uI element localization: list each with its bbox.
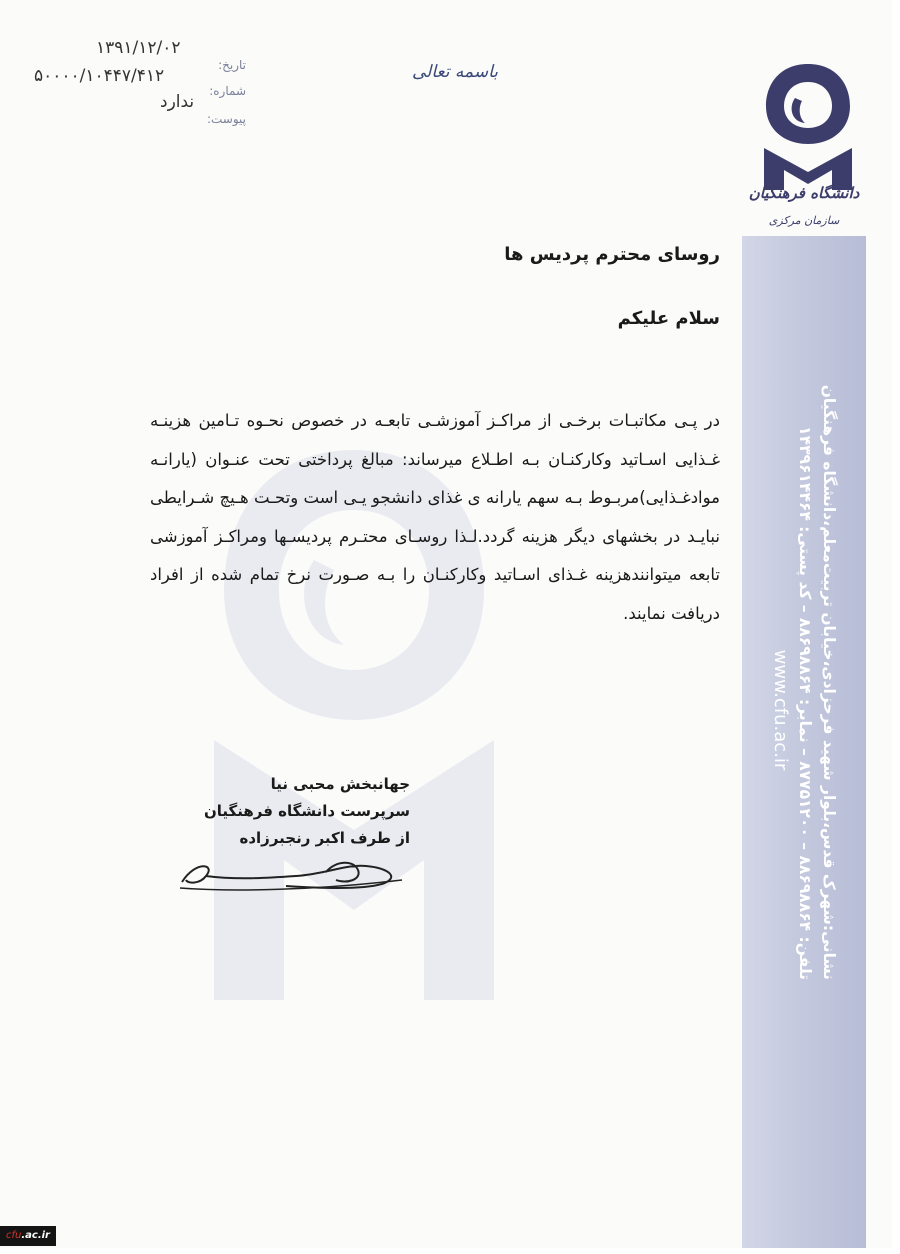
number-value: ۵۰۰۰۰/۱۰۴۴۷/۴۱۲ bbox=[34, 66, 165, 86]
site-logo-suffix: .ac.ir bbox=[21, 1230, 50, 1241]
attachment-label: پیوست: bbox=[206, 112, 246, 126]
website-link[interactable]: www.cfu.ac.ir bbox=[770, 649, 791, 771]
contact-info bbox=[767, 384, 841, 980]
recipient-line: روسای محترم پردیس ها bbox=[504, 244, 720, 265]
date-value: ۱۳۹۱/۱۲/۰۲ bbox=[96, 38, 181, 58]
greeting-line: سلام علیکم bbox=[617, 308, 720, 329]
site-logo-prefix: cfu bbox=[6, 1230, 22, 1241]
university-name: دانشگاه فرهنگیان bbox=[748, 184, 860, 202]
page-margin-bottom bbox=[0, 1248, 900, 1254]
page-margin-right bbox=[892, 0, 900, 1254]
university-subtitle: سازمان مرکزی bbox=[768, 214, 840, 227]
signer-name: جهانبخش محبی نیا bbox=[270, 775, 410, 793]
basmala-heading: باسمه تعالی bbox=[412, 62, 498, 82]
date-label: تاریخ: bbox=[218, 58, 246, 72]
address-text: نشانی:شهرک قدس،بلوار شهید فرحزادی،خیابان تربیت‌معلم،دانشگاه فرهنگیان bbox=[820, 384, 838, 980]
university-logo-icon bbox=[758, 60, 858, 200]
handwritten-signature-icon bbox=[176, 850, 406, 895]
signer-on-behalf: از طرف اکبر رنجبرزاده bbox=[239, 829, 410, 847]
site-logo bbox=[0, 1226, 56, 1246]
letter-body: در پـی مکاتبـات برخـی از مراکـز آموزشـی تابعـه در خصوص نحـوه تـامین هزینـه غـذایی اسـاتید وکارکنـان بـه اطـلاع میرساند: مبالغ پرداختی تحت عنـوان (یارانـه موادغـذایی)مربـوط بـه سهم یارانه ی غذای دانشجو یـی است وتحـت هـیچ شـرایطی نبایـد در بخشهای دیگر هزینه گردد.لـذا روسـای محتـرم پردیسـها ومراکـز آموزشی تابعه میتوانندهزینه غـذای اسـاتید وکارکنـان را بـه صـورت نرخ تمام شده از افراد دریافت نمایند. bbox=[150, 411, 720, 623]
number-label: شماره: bbox=[209, 84, 246, 98]
attachment-value: ندارد bbox=[160, 92, 195, 112]
signer-title: سرپرست دانشگاه فرهنگیان bbox=[203, 802, 410, 820]
phone-text: تلفن: ۸۸۶۹۸۸۶۴ – ۸۷۷۵۱۲۰۰ – نمابر: ۸۸۶۹۸۸۶۴ – کد پستی: ۱۴۳۹۶۱۴۴۶۴ bbox=[796, 426, 814, 980]
